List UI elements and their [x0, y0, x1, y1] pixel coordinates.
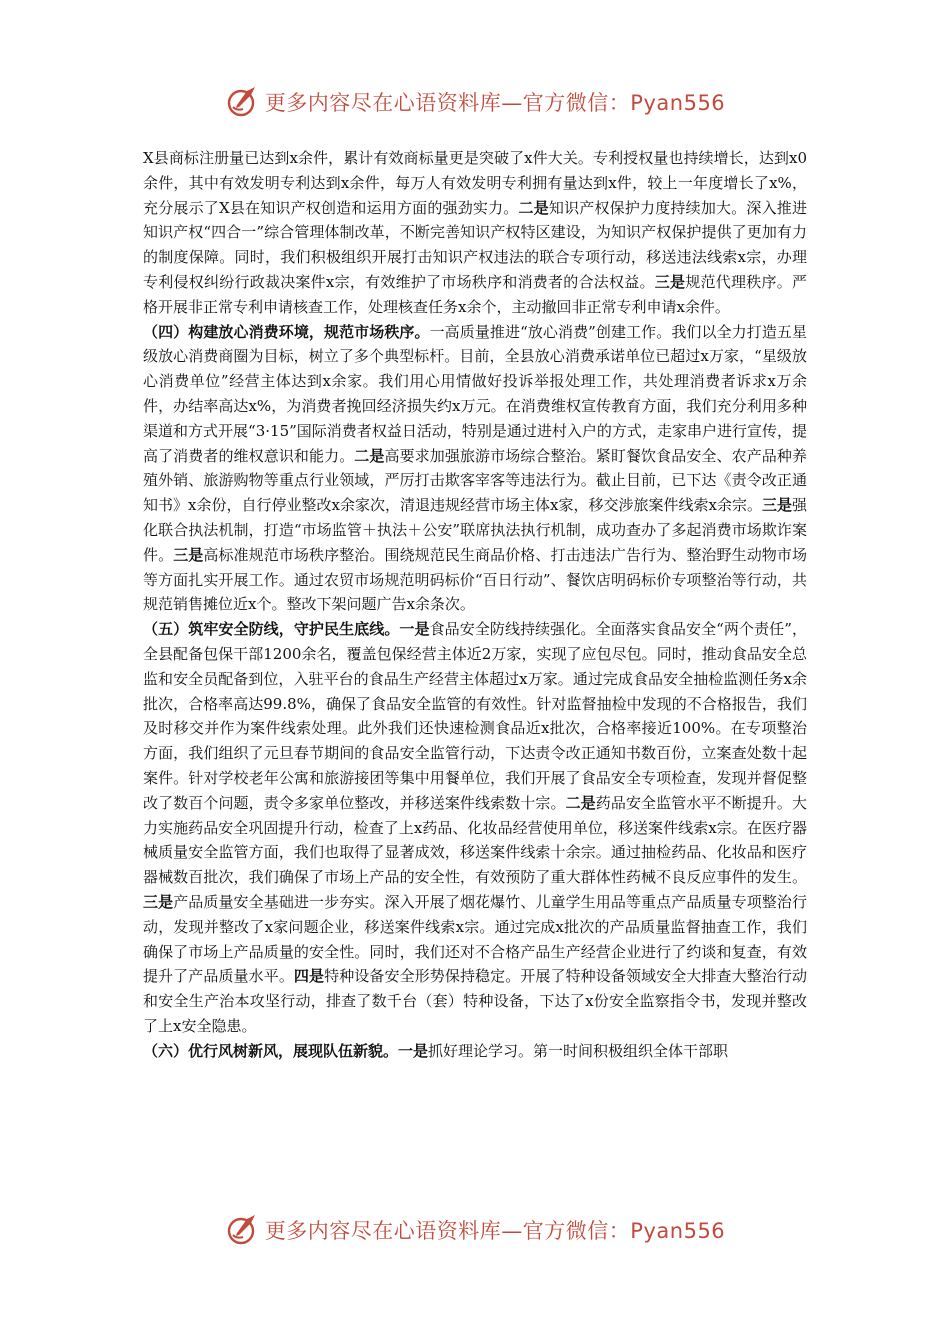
watermark-text: 更多内容尽在心语资料库—官方微信：Pyan556	[264, 91, 726, 115]
bold-text: （四）构建放心消费环境，规范市场秩序。	[143, 322, 430, 341]
body-text: 食品安全防线持续强化。全面落实食品安全“两个责任”，全县配备包保干部1200余名，覆盖包保经营主体近2万家，实现了应包尽包。同时，推动食品安全总监和安全员配备到位，入驻平台的食品生产经营主体超过x万家。通过完成食品安全抽检监测任务x余批次，合格率高达99.8%，确保了食品安全监管的有效性。针对监督抽检中发现的不合格报告，我们及时移交并作为案件线索处理。此外我们还快速检测食品近x批次，合格率接近100%。在专项整治方面，我们组织了元旦春节期间的食品安全监管行动，下达责令改正通知书数百份，立案查处数十起案件。针对学校老年公寓和旅游接团等集中用餐单位，我们开展了食品安全专项检查，发现并督促整改了数百个问题，责令多家单位整改，并移送案件线索数十宗。	[143, 620, 807, 812]
body-text: 特种设备安全形势保持稳定。开展了特种设备领域安全大排查大整治行动和安全生产治本攻坚行动，排查了数千台（套）特种设备，下达了x份安全监察指令书，发现并整改了上x安全隐患。	[143, 967, 807, 1035]
body-text: 强化联合执法机制，打造“市场监管＋执法＋公安”联席执法执行机制，成功查办了多起消费市场欺诈案件。	[143, 496, 807, 564]
body-text: 一高质量推进“放心消费”创建工作。我们以全力打造五星级放心消费商圈为目标，树立了多个典型标杆。目前，全县放心消费承诺单位已超过x万家，“星级放心消费单位”经营主体达到x余家。我们用心用情做好投诉举报处理工作，共处理消费者诉求x万余件，办结率高达x%，为消费者挽回经济损失约x万元。在消费维权宣传教育方面，我们充分利用多种渠道和方式开展“3·15”国际消费者权益日活动，特别是通过进村入户的方式，走家串户进行宣传，提高了消费者的维权意识和能力。	[143, 322, 807, 465]
paragraph	[143, 1039, 807, 1064]
document-body	[143, 146, 807, 1063]
bold-text: 三是	[761, 496, 792, 515]
bold-text: 四是	[293, 967, 325, 986]
bold-text: （六）优行风树新风，展现队伍新貌。一是	[143, 1041, 429, 1060]
body-text: 药品安全监管水平不断提升。大力实施药品安全巩固提升行动，检查了上x药品、化妆品经营使用单位，移送案件线索x宗。在医疗器械质量安全监管方面，我们也取得了显著成效，移送案件线索十余宗。通过抽检药品、化妆品和医疗器械数百批次，我们确保了市场上产品的安全性，有效预防了重大群体性药械不良反应事件的发生。	[143, 793, 807, 887]
paragraph	[143, 617, 807, 1039]
body-text: X县商标注册量已达到x余件，累计有效商标量更是突破了x件大关。专利授权量也持续增长，达到x0余件，其中有效发明专利达到x余件，每万人有效发明专利拥有量达到x件，较上一年度增长了x%，充分展示了X县在知识产权创造和运用方面的强劲实力。	[143, 149, 807, 217]
body-text: 高要求加强旅游市场综合整治。紧盯餐饮食品安全、农产品种养殖外销、旅游购物等重点行业领域，严厉打击欺客宰客等违法行为。截止目前，已下达《责令改正通知书》x余份，自行停业整改x余家次，清退违规经营市场主体x家，移交涉旅案件线索x余宗。	[143, 446, 807, 515]
bold-text: 三是	[143, 892, 174, 911]
bold-text: （五）筑牢安全防线，守护民生底线。一是	[143, 620, 430, 639]
bold-text: 二是	[354, 446, 385, 465]
bold-text: 三是	[654, 272, 686, 291]
pen-circle-logo	[225, 85, 259, 119]
paragraph	[143, 320, 807, 618]
watermark-banner-top	[0, 82, 950, 122]
body-text: 知识产权保护力度持续加大。深入推进知识产权“四合一”综合管理体制改革，不断完善知识产权特区建设，为知识产权保护提供了更加有力的制度保障。同时，我们积极组织开展打击知识产权违法的联合专项行动，移送违法线索x宗，办理专利侵权纠纷行政裁决案件x宗，有效维护了市场秩序和消费者的合法权益。	[143, 198, 807, 291]
bold-text: 三是	[173, 545, 204, 564]
bold-text: 二是	[565, 793, 596, 812]
body-text: 规范代理秩序。严格开展非正常专利申请核查工作，处理核查任务x余个，主动撤回非正常专利申请x余件。	[143, 272, 807, 316]
body-text: 高标准规范市场秩序整治。围绕规范民生商品价格、打击违法广告行为、整治野生动物市场等方面扎实开展工作。通过农贸市场规范明码标价“百日行动”、餐饮店明码标价专项整治等行动，共规范销售摊位近x个。整改下架问题广告x余条次。	[143, 545, 807, 614]
watermark-text: 更多内容尽在心语资料库—官方微信：Pyan556	[264, 1219, 726, 1243]
bold-text: 二是	[518, 198, 549, 217]
body-text: 抓好理论学习。第一时间积极组织全体干部职	[428, 1041, 729, 1060]
watermark-banner-bottom	[0, 1210, 950, 1250]
pen-circle-logo	[225, 1213, 259, 1247]
body-text: 产品质量安全基础进一步夯实。深入开展了烟花爆竹、儿童学生用品等重点产品质量专项整治行动，发现并整改了x家问题企业，移送案件线索x宗。通过完成x批次的产品质量监督抽查工作，我们确保了市场上产品质量的安全性。同时，我们还对不合格产品生产经营企业进行了约谈和复查，有效提升了产品质量水平。	[143, 892, 807, 986]
paragraph	[143, 146, 807, 320]
